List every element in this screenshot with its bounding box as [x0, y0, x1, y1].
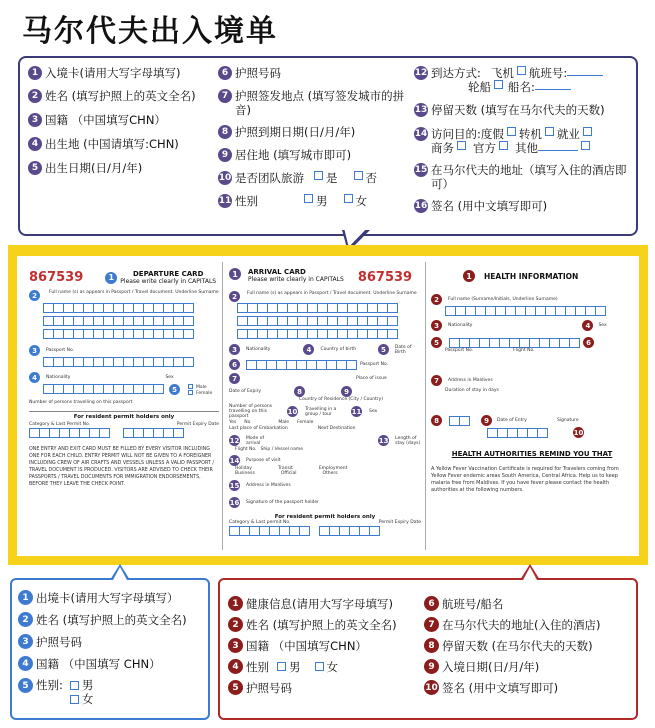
guide-item-14-row2: 商务 官方 其他 — [414, 141, 634, 155]
departure-guide-item-3: 3 护照号码 — [18, 634, 208, 649]
health-name-boxes[interactable] — [445, 306, 633, 316]
health-heading: HEALTH INFORMATION — [484, 271, 579, 281]
health-passport-boxes[interactable] — [449, 338, 579, 348]
guide-item-9: 9 居住地 (填写城市即可) — [218, 148, 408, 162]
departure-serial: 867539 — [29, 270, 84, 285]
health-remind-heading: HEALTH AUTHORITIES REMIND YOU THAT — [451, 450, 613, 458]
guide-item-5: 5 出生日期(日/月/年) — [28, 161, 218, 175]
health-sex-female-checkbox[interactable] — [315, 662, 324, 671]
group-yes-checkbox[interactable] — [314, 171, 323, 180]
sex-male-checkbox[interactable] — [304, 194, 313, 203]
guide-item-11: 11 性别 男 女 — [218, 194, 367, 208]
departure-guide-list — [18, 590, 208, 706]
guide-item-8: 8 护照到期日期(日/月/年) — [218, 125, 408, 139]
guide-item-1: 1 入境卡(请用大写字母填写) — [28, 66, 218, 80]
arrival-heading: ARRIVAL CARD — [248, 268, 306, 276]
purpose-business-checkbox[interactable] — [457, 141, 466, 150]
guide-item-7: 7 护照签发地点 (填写签发城市的拼音) — [218, 89, 408, 117]
arrival-passport-boxes[interactable] — [246, 360, 356, 370]
health-sex-male-checkbox[interactable] — [277, 662, 286, 671]
guide-item-15: 15 在马尔代夫的地址（填写入住的酒店即可） — [414, 163, 627, 191]
purpose-other-field[interactable] — [538, 141, 578, 151]
arrival-card: 1 ARRIVAL CARD Please write clearly in CAPITALS 867539 2 Full name (s) as appears in Passport / Travel document. Underline Surname 3 Nationality 4 Country of birth 5 Date of Birth 6 Passport No. 7 Place of issue Date of Expiry 8 9 Country of Residence (City / Country) Number of persons travelling on this passport 10 Travelling in a group / tour 11 Sex Yes No Male Female Last place of Embarkation Next Destination 12 Mode of arrival 13 Length of stay (days) Flight No. Ship / Vessel name 14 Purpose of visit Holiday Transit Employment Business Official Others 15 Address in Maldives 16 Signature of the passport holder For resident permit holders only Category & Last permit No. Permit Expiry Date — [229, 268, 421, 536]
flight-number-field[interactable] — [567, 66, 603, 76]
immigration-form — [17, 256, 639, 556]
health-guide-list-right — [424, 596, 634, 695]
purpose-transit-checkbox[interactable] — [545, 127, 554, 136]
guide-item-16: 16 签名 (用中文填写即可) — [414, 199, 548, 213]
departure-guide-item-2: 2 姓名 (填写护照上的英文全名) — [18, 612, 208, 627]
health-guide-item-4: 4 性别 男 女 — [228, 659, 428, 674]
departure-female-checkbox[interactable] — [188, 390, 193, 395]
health-duration-boxes[interactable] — [449, 416, 469, 426]
guide-item-12-ship: 轮船 船名: — [414, 80, 634, 94]
guide-item-4: 4 出生地 (中国请填写:CHN) — [28, 137, 218, 151]
departure-male-checkbox[interactable] — [188, 384, 193, 389]
departure-notice: ONE ENTRY AND EXIT CARD MUST BE FILLED BY EVERY VISITOR INCLUDING ONE FOR EACH CHILD. ENTRY PERMIT WILL NOT BE GIVEN TO A FOREIGNER INCLUDING CREW OF AIR CRAFTS AND VESSELS UNLESS A VALID PASSPORT / TRAVEL DOCUMENT IS PRODUCED. VISITORS ARE ADVISED TO CHECK THEIR PASSPORTS / TRAVEL DOCUMENTS FOR IMMIGRATION ENDORSEMENTS, BEFORE THEY LEAVE THE CHECK POINT. — [29, 447, 215, 487]
purpose-other-checkbox[interactable] — [581, 141, 590, 150]
health-guide-list-left — [228, 596, 428, 695]
departure-card: 867539 1 DEPARTURE CARD Please write clearly in CAPITALS 2 Full name (s) as appears in Passport / Travel document. Underline Surname 3 Passport No. 4 Nationality Sex 5 Male Female Number of persons travelling on this passport For resident permit holders only Category & Last Permit No. Permit Expiry Date ONE ENTRY AND EXIT CARD MUST BE FILLED BY EVERY VISITOR INCLUDING ONE FOR EACH CHILD. ENTRY PERMIT WILL NOT BE GIVEN TO A FOREIGNER INCLUDING CREW OF AIR CRAFTS AND VESSELS UNLESS A VALID PASSPORT / TRAVEL DOCUMENT IS PRODUCED. VISITORS ARE ADVISED TO CHECK THEIR PASSPORTS / TRAVEL DOCUMENTS FOR IMMIGRATION ENDORSEMENTS, BEFORE THEY LEAVE THE CHECK POINT. — [29, 270, 219, 487]
health-guide-item-6: 6 航班号/船名 — [424, 596, 634, 611]
guide-column-1 — [28, 66, 218, 175]
health-guide-item-1: 1 健康信息(请用大写字母填写) — [228, 596, 428, 611]
health-guide-item-8: 8 停留天数 (在马尔代夫的天数) — [424, 638, 634, 653]
departure-guide-item-5: 5 性别: 男 女 — [18, 678, 208, 706]
health-remind-text: A Yellow Fever Vaccination Certificate is required for Travelers coming from Yellow Fever endemic areas South America, Central Africa. Help us to keep malaria free from Maldives. If you have fever please contact the health authorities at the following numbers. — [431, 466, 619, 493]
arrival-ship-checkbox[interactable] — [494, 80, 503, 89]
arrival-serial: 867539 — [357, 270, 413, 285]
departure-name-boxes[interactable] — [43, 303, 219, 339]
guide-item-6: 6 护照号码 — [218, 66, 408, 80]
health-guide-item-9: 9 入境日期(日/月/年) — [424, 659, 634, 674]
arrival-name-boxes[interactable] — [237, 303, 421, 339]
departure-sex-female-checkbox[interactable] — [70, 695, 79, 704]
health-guide-item-10: 10 签名 (用中文填写即可) — [425, 680, 559, 695]
arrival-plane-checkbox[interactable] — [517, 66, 526, 75]
health-entry-date-boxes[interactable] — [487, 428, 547, 438]
purpose-holiday-checkbox[interactable] — [507, 127, 516, 136]
health-guide-item-5: 5 护照号码 — [228, 680, 428, 695]
guide-item-14: 14 访问目的: 度假 转机 就业 — [414, 127, 634, 141]
departure-guide-item-4: 4 国籍 （中国填写 CHN） — [18, 656, 208, 671]
purpose-employment-checkbox[interactable] — [583, 127, 592, 136]
guide-column-3 — [414, 66, 634, 213]
ship-name-field[interactable] — [535, 80, 571, 90]
guide-item-10: 10 是否团队旅游 是 否 — [218, 171, 377, 185]
arrival-permit-expiry-boxes[interactable] — [319, 526, 379, 536]
departure-permit-expiry-boxes[interactable] — [123, 428, 183, 438]
purpose-official-checkbox[interactable] — [499, 141, 508, 150]
guide-item-13: 13 停留天数 (填写在马尔代夫的天数) — [414, 103, 605, 117]
departure-nationality-boxes[interactable] — [43, 384, 163, 396]
guide-item-3: 3 国籍 （中国填写CHN） — [28, 113, 218, 127]
departure-sex-male-checkbox[interactable] — [70, 681, 79, 690]
health-guide-item-3: 3 国籍 （中国填写CHN） — [228, 638, 428, 653]
page-title: 马尔代夫出入境单 — [22, 14, 278, 49]
arrival-category-boxes[interactable] — [229, 526, 309, 536]
departure-guide-item-1: 1 出境卡(请用大写字母填写） — [18, 590, 208, 605]
departure-heading: DEPARTURE CARD — [132, 270, 204, 278]
group-no-checkbox[interactable] — [354, 171, 363, 180]
departure-passport-boxes[interactable] — [43, 357, 219, 367]
guide-item-12: 12 到达方式: 飞机 航班号: — [414, 66, 634, 80]
guide-column-2 — [218, 66, 408, 208]
health-guide-item-2: 2 姓名 (填写护照上的英文全名) — [228, 617, 428, 632]
departure-category-boxes[interactable] — [29, 428, 109, 438]
guide-item-2: 2 姓名 (填写护照上的英文全名) — [28, 89, 218, 103]
health-guide-item-7: 7 在马尔代夫的地址(入住的酒店) — [424, 617, 634, 632]
sex-female-checkbox[interactable] — [344, 194, 353, 203]
health-card: 1 HEALTH INFORMATION 2 Full name (Surname/Initials, Underline Surname) 3 Nationality 4 Sex 5 6 Passport No. Flight No. 7 Address in Maldives Duration of stay in days 8 9 Date of Entry Signature 10 HEALTH AUTHORITIES REMIND YOU THAT A Yellow Fever Vaccination Certificate is required for Travelers coming from Yellow Fever endemic areas South America, Central Africa. Help us to keep malaria free from Maldives. If you have fever please contact the health authorities at the following numbers. — [431, 270, 633, 494]
